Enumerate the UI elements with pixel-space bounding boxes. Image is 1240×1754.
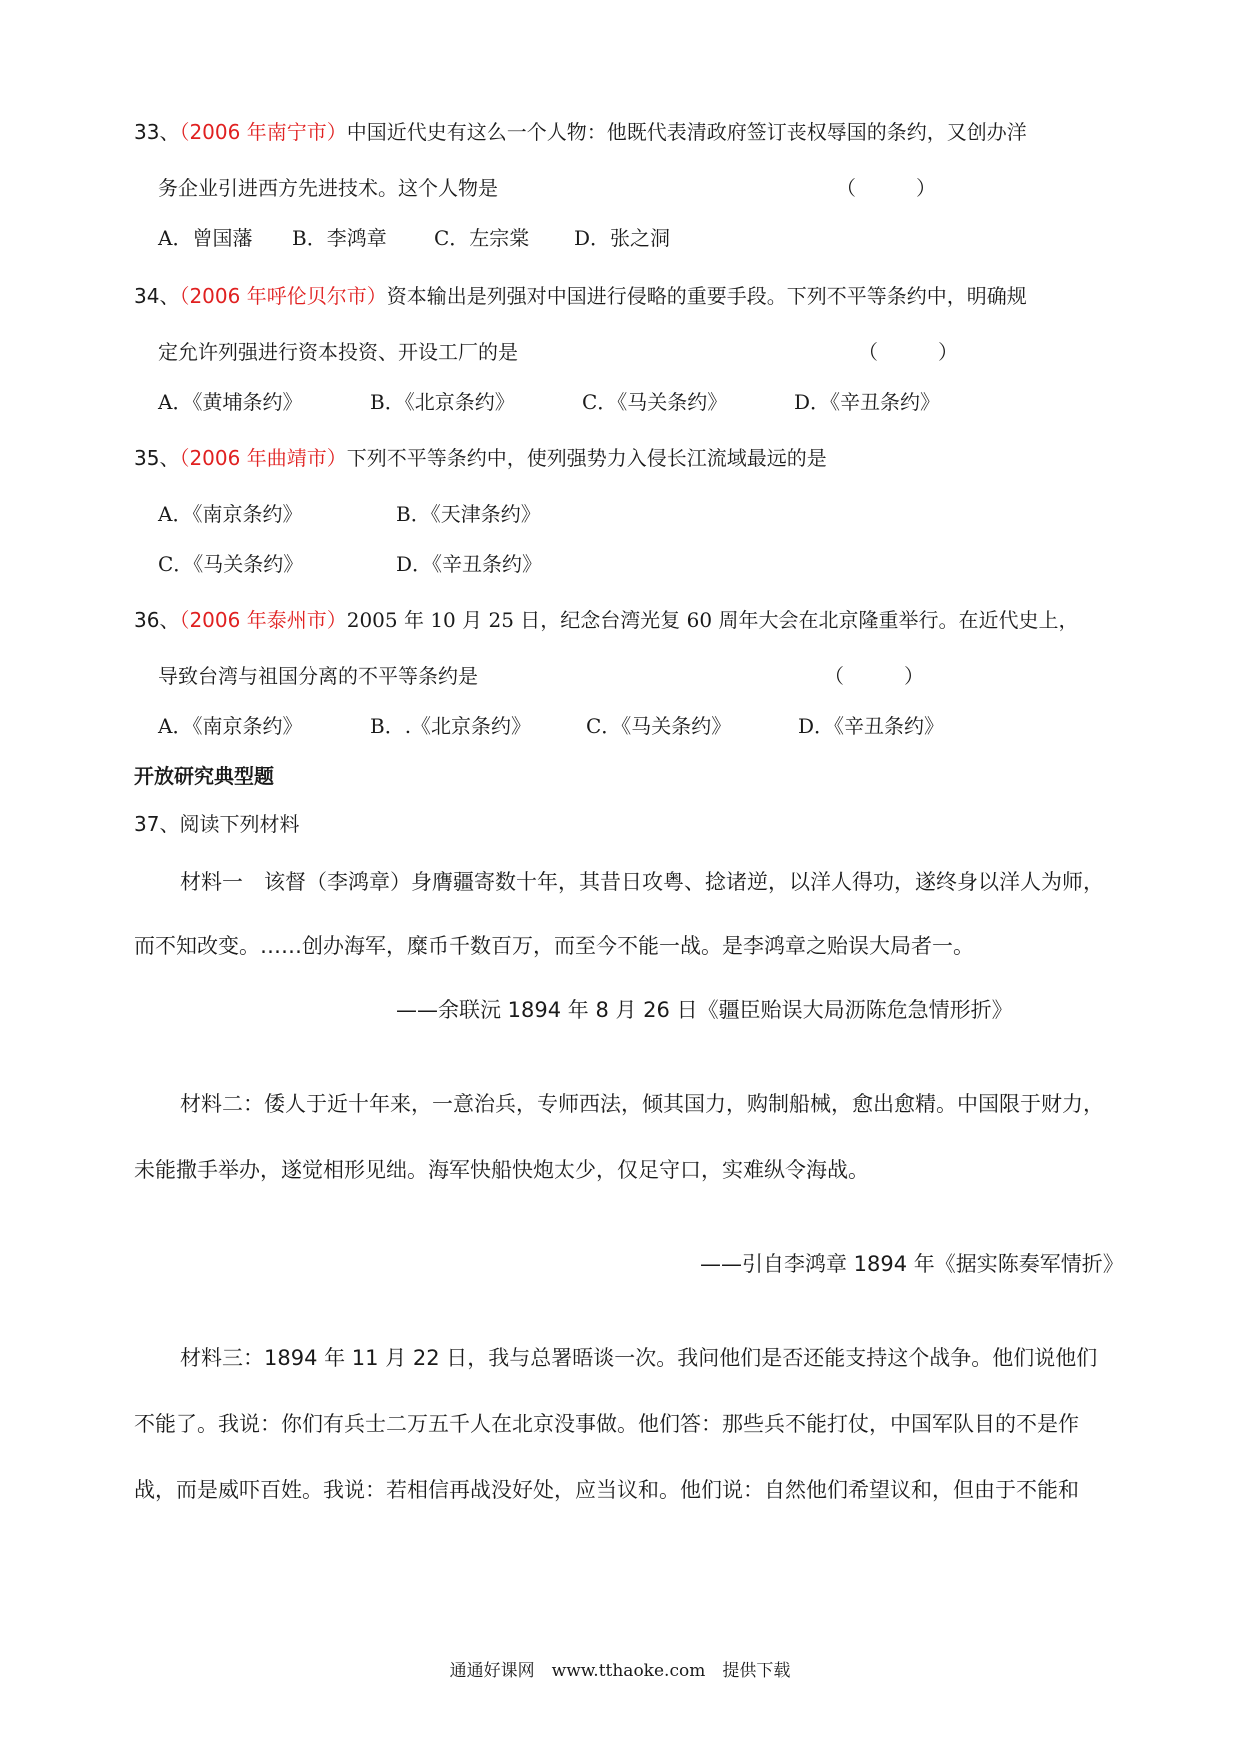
option-d: D．《辛丑条约》	[794, 390, 941, 414]
option-d: D．张之洞	[574, 226, 671, 250]
option-a: A．《南京条约》	[158, 502, 303, 526]
question-36-line1	[134, 606, 1078, 634]
question-text: 导致台湾与祖国分离的不平等条约是	[158, 664, 478, 688]
question-36-line2	[158, 662, 478, 690]
question-source: （2006 年泰州市）	[179, 608, 347, 632]
question-34-line1	[134, 282, 1027, 310]
option-b: B．.《北京条约》	[370, 714, 532, 738]
question-text: 定允许列强进行资本投资、开设工厂的是	[158, 340, 518, 364]
question-number: 33、	[134, 120, 180, 144]
material-1-line1: 材料一 该督（李鸿章）身膺疆寄数十年，其昔日攻粤、捻诸逆，以洋人得功，遂终身以洋人为师，	[180, 870, 1104, 894]
question-source: （2006 年呼伦贝尔市）	[179, 284, 387, 308]
page-footer: 通通好课网 www.tthaoke.com 提供下载	[449, 1661, 791, 1681]
option-b: B．《北京条约》	[370, 390, 515, 414]
material-1-source: ——余联沅 1894 年 8 月 26 日《疆臣贻误大局沥陈危急情形折》	[396, 998, 1013, 1022]
material-3-line3: 战，而是威吓百姓。我说：若相信再战没好处，应当议和。他们说：自然他们希望议和，但由于不能和	[134, 1478, 1079, 1502]
question-number: 34、	[134, 284, 180, 308]
question-33-line1	[134, 118, 1027, 146]
question-34-line2	[158, 338, 518, 366]
option-b: B．李鸿章	[292, 226, 387, 250]
question-number: 36、	[134, 608, 180, 632]
question-text: 下列不平等条约中，使列强势力入侵长江流域最远的是	[346, 446, 827, 470]
material-1-line2: 而不知改变。……创办海军，糜币千数百万，而至今不能一战。是李鸿章之贻误大局者一。	[134, 934, 974, 958]
option-a: A．《南京条约》	[158, 714, 303, 738]
option-a: A．曾国藩	[158, 226, 253, 250]
question-text: 务企业引进西方先进技术。这个人物是	[158, 176, 498, 200]
option-c: C．《马关条约》	[582, 390, 728, 414]
material-2-source: ——引自李鸿章 1894 年《据实陈奏军情折》	[700, 1252, 1124, 1276]
question-35-line1	[134, 444, 827, 472]
option-b: B．《天津条约》	[396, 502, 541, 526]
section-title: 开放研究典型题	[134, 764, 274, 788]
answer-paren: （ ）	[824, 664, 924, 688]
question-source: （2006 年曲靖市）	[179, 446, 347, 470]
material-2-line2: 未能撒手举办，遂觉相形见绌。海军快船快炮太少，仅足守口，实难纵令海战。	[134, 1158, 869, 1182]
option-c: C．《马关条约》	[158, 552, 304, 576]
question-text: 资本输出是列强对中国进行侵略的重要手段。下列不平等条约中，明确规	[386, 284, 1027, 308]
material-3-line2: 不能了。我说：你们有兵士二万五千人在北京没事做。他们答：那些兵不能打仗，中国军队目的不是作	[134, 1412, 1079, 1436]
question-text: 2005 年 10 月 25 日，纪念台湾光复 60 周年大会在北京隆重举行。在近代史上，	[346, 608, 1079, 632]
option-d: D．《辛丑条约》	[396, 552, 543, 576]
question-37-title: 37、阅读下列材料	[134, 812, 300, 836]
option-c: C．《马关条约》	[586, 714, 732, 738]
question-number: 35、	[134, 446, 180, 470]
option-d: D．《辛丑条约》	[798, 714, 945, 738]
option-c: C．左宗棠	[434, 226, 530, 250]
answer-paren: （ ）	[858, 340, 958, 364]
material-3-line1: 材料三：1894 年 11 月 22 日，我与总署晤谈一次。我问他们是否还能支持这个战争。他们说他们	[180, 1346, 1098, 1370]
material-2-line1: 材料二：倭人于近十年来，一意治兵，专师西法，倾其国力，购制船械，愈出愈精。中国限于财力，	[180, 1092, 1104, 1116]
question-33-line2	[158, 174, 498, 202]
question-source: （2006 年南宁市）	[179, 120, 347, 144]
question-text: 中国近代史有这么一个人物：他既代表清政府签订丧权辱国的条约，又创办洋	[346, 120, 1027, 144]
option-a: A．《黄埔条约》	[158, 390, 303, 414]
answer-paren: （ ）	[836, 176, 936, 200]
